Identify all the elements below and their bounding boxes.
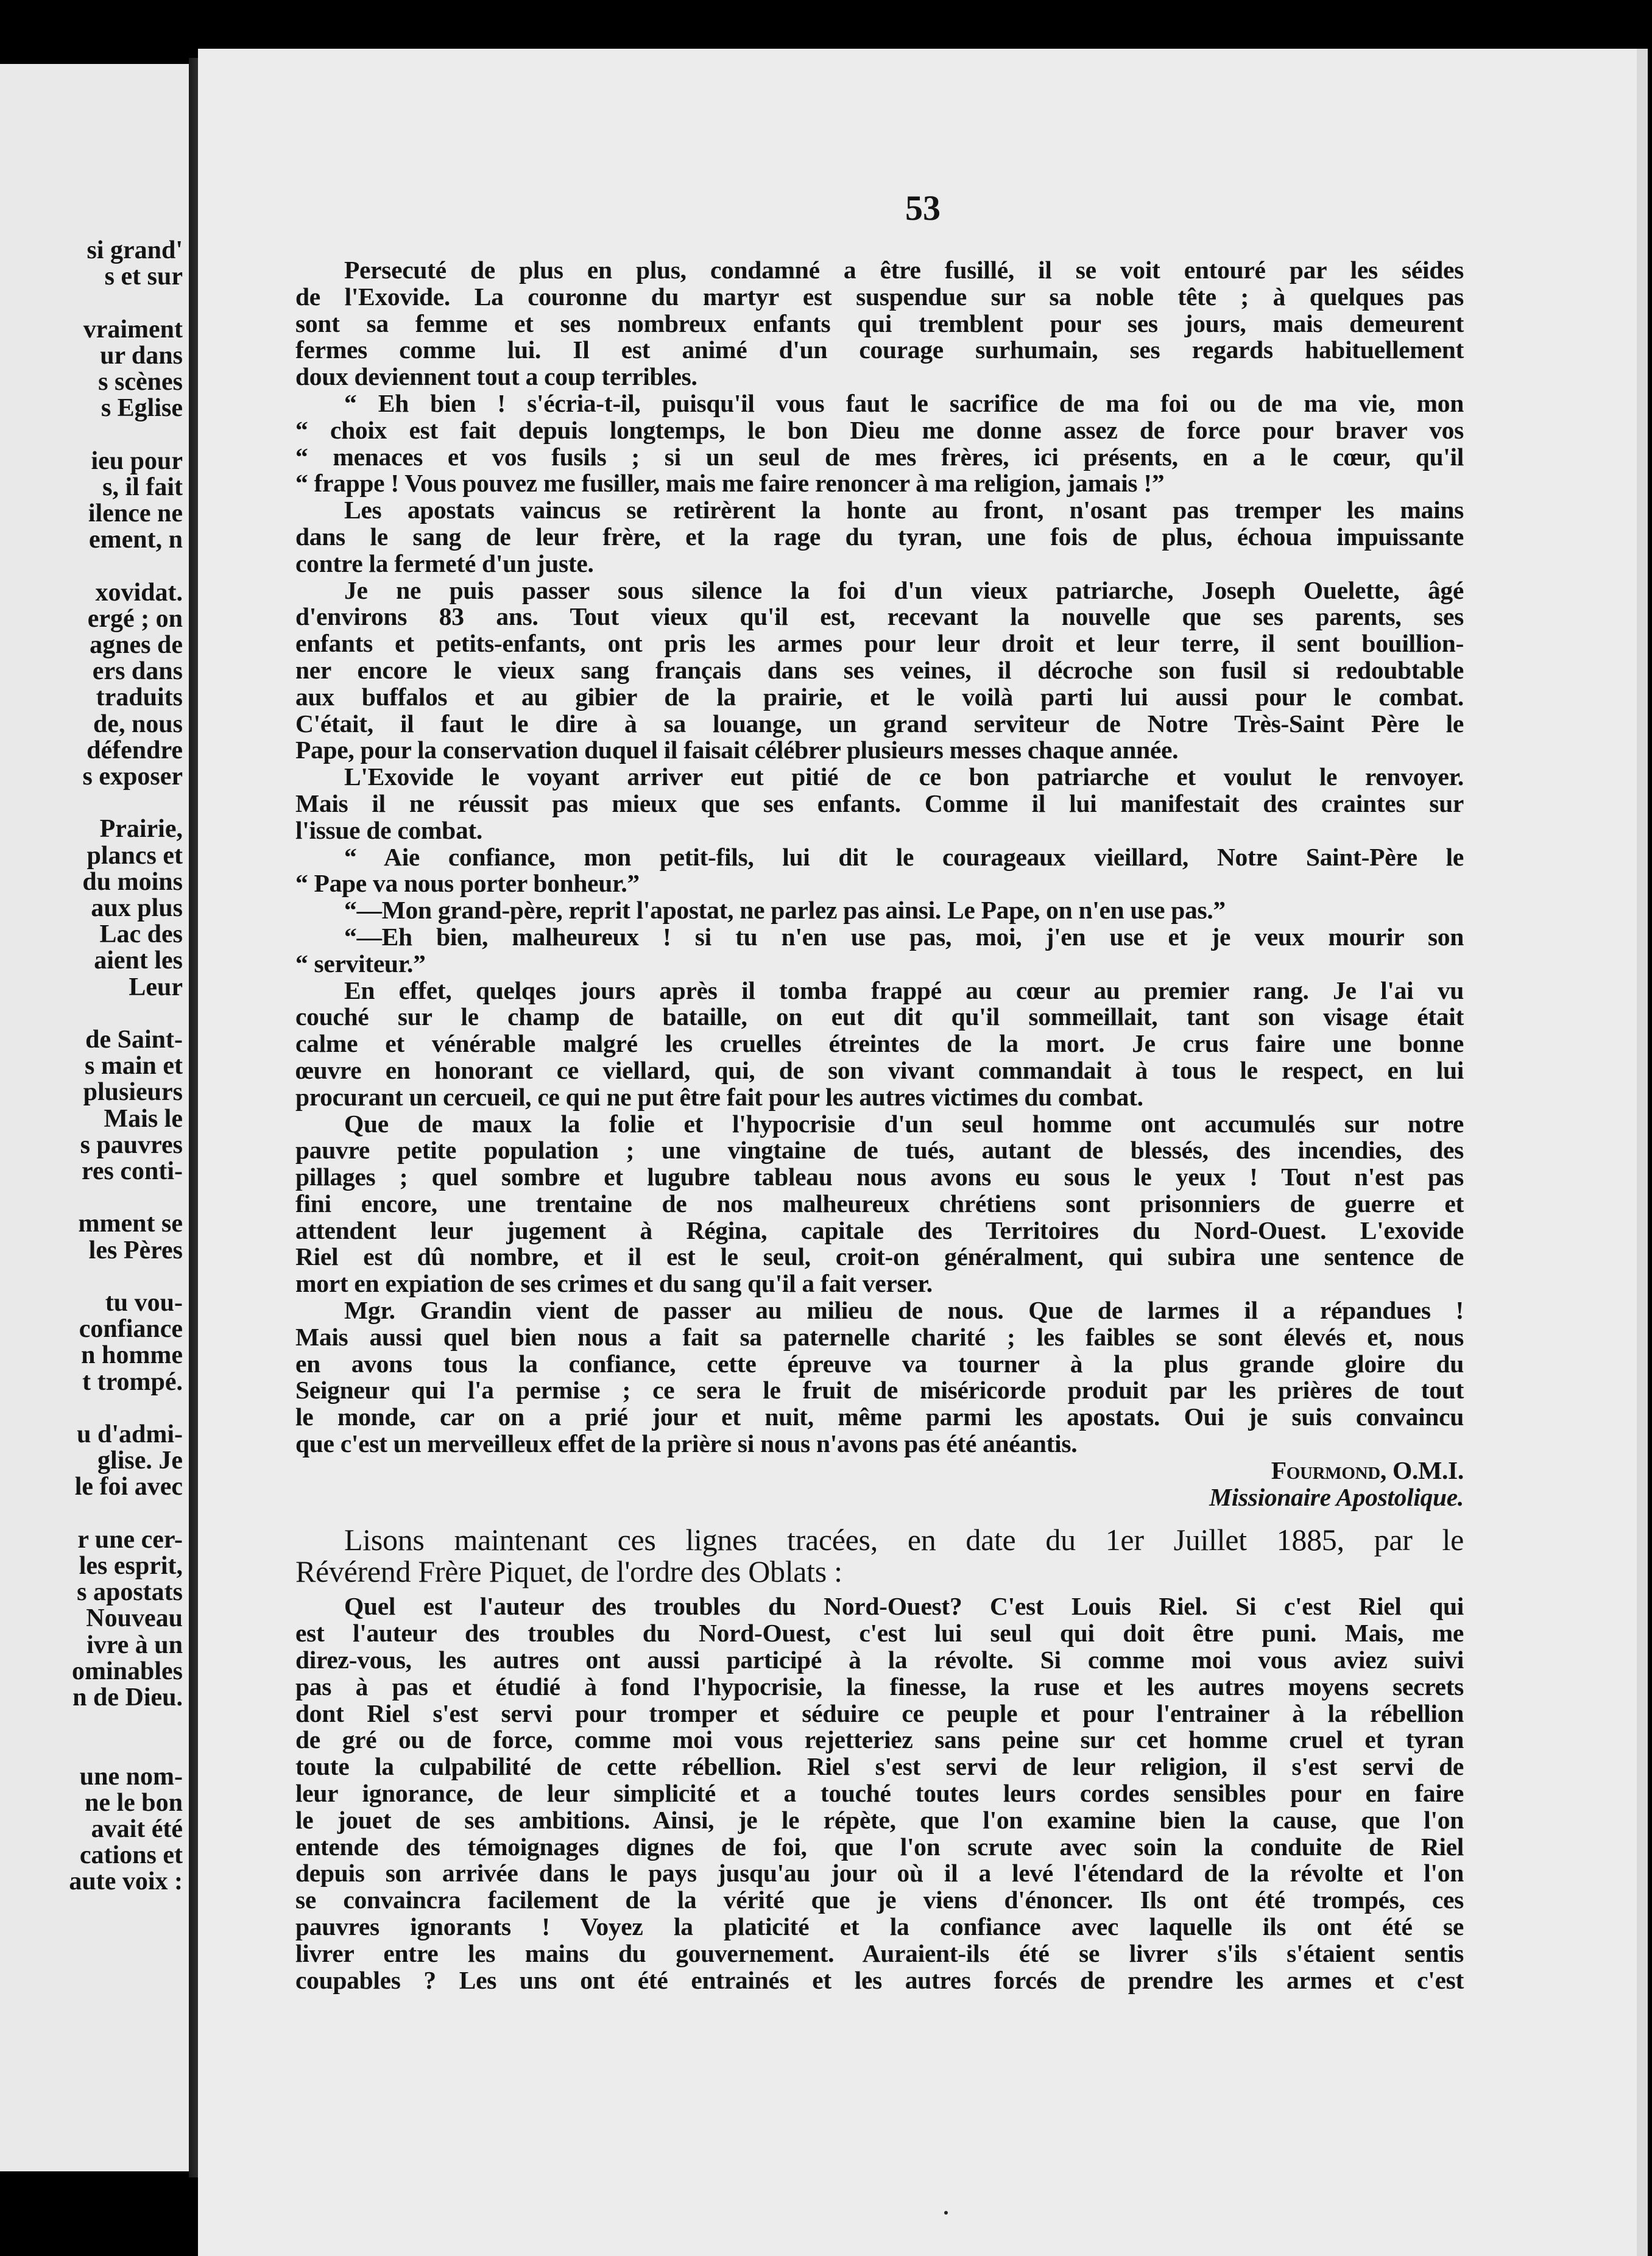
text-line: “ Eh bien ! s'écria-t-il, puisqu'il vous faut le sacrifice de ma foi ou de ma vie, mon: [344, 389, 1464, 417]
left-page-text-fragment: plusieurs: [83, 1078, 183, 1107]
left-page-text-fragment: ieu pour: [91, 446, 183, 475]
left-page-text-fragment: Nouveau: [86, 1604, 183, 1633]
left-page-text-fragment: n homme: [81, 1341, 183, 1370]
text-line: le monde, car on a prié jour et nuit, même parmi les apostats. Oui je suis convaincu: [295, 1403, 1464, 1431]
left-page-text-fragment: s exposer: [82, 763, 183, 791]
left-page-text-fragment: s Eglise: [101, 394, 183, 423]
text-line: toute la culpabilité de cette rébellion. Riel s'est servi de leur religion, il s'est servi de: [295, 1752, 1464, 1781]
text-line: pauvres ignorants ! Voyez la platicité et la confiance avec laquelle ils ont été se: [295, 1912, 1464, 1941]
left-page-text-fragment: aux plus: [91, 894, 183, 922]
page-body: [295, 257, 1464, 1993]
text-line: “ Pape va nous porter bonheur.”: [295, 869, 640, 898]
left-page-text-fragment: ur dans: [100, 341, 183, 370]
left-page-text-fragment: plancs et: [86, 841, 183, 870]
text-line: fermes comme lui. Il est animé d'un courage surhumain, ses regards habituellement: [295, 336, 1464, 364]
text-line: “ Aie confiance, mon petit-fils, lui dit le courageaux vieillard, Notre Saint-Père le: [344, 842, 1464, 871]
text-line: L'Exovide le voyant arriver eut pitié de ce bon patriarche et voulut le renvoyer.: [344, 763, 1464, 791]
left-page-text-fragment: s et sur: [104, 263, 183, 291]
page-number: 53: [905, 188, 941, 228]
text-line: coupables ? Les uns ont été entrainés et les autres forcés de prendre les armes et c'est: [295, 1965, 1464, 1994]
text-line: pas à pas et étudié à fond l'hypocrisie, la finesse, la ruse et les autres moyens secrets: [295, 1672, 1464, 1701]
text-line: Les apostats vaincus se retirèrent la honte au front, n'osant pas tremper les mains: [344, 496, 1464, 524]
left-page-text-fragment: avait été: [91, 1815, 183, 1843]
text-line: pillages ; quel sombre et lugubre tableau nous avons eu sous le yeux ! Tout n'est pas: [295, 1163, 1464, 1191]
text-line: “—Mon grand-père, reprit l'apostat, ne parlez pas ainsi. Le Pape, on n'en use pas.”: [344, 896, 1226, 925]
left-page-text-fragment: s apostats: [77, 1578, 183, 1607]
text-line: “ serviteur.”: [295, 949, 426, 978]
left-page-text-fragment: mment se: [78, 1210, 183, 1238]
left-page-text-fragment: t trompé.: [82, 1367, 183, 1396]
right-page: [198, 49, 1648, 2256]
left-page-text-fragment: Prairie,: [99, 815, 183, 844]
text-line: attendent leur jugement à Régina, capitale des Territoires du Nord-Ouest. L'exovide: [295, 1216, 1464, 1244]
text-line: “—Eh bien, malheureux ! si tu n'en use pas, moi, j'en use et je veux mourir son: [344, 922, 1464, 951]
left-page-text-fragment: ergé ; on: [87, 604, 183, 633]
text-line: En effet, quelqes jours après il tomba frappé au cœur au premier rang. Je l'ai vu: [344, 976, 1464, 1004]
text-line: ner encore le vieux sang français dans ses veines, il décroche son fusil si redoubtable: [295, 655, 1464, 684]
text-line: Mgr. Grandin vient de passer au milieu de nous. Que de larmes il a répandues !: [344, 1296, 1464, 1325]
text-line: Persecuté de plus en plus, condamné a être fusillé, il se voit entouré par les séides: [344, 256, 1464, 284]
left-page-text-fragment: cations et: [79, 1841, 183, 1870]
text-line: direz-vous, les autres ont aussi participé à la révolte. Si comme moi vous aviez suivi: [295, 1646, 1464, 1674]
text-line: couché sur le champ de bataille, on eut dit qu'il sommeillait, tant son visage était: [295, 1003, 1464, 1031]
left-page-text-fragment: s scènes: [98, 368, 183, 396]
signature-title: Missionaire Apostolique.: [1209, 1482, 1464, 1511]
left-page-text-fragment: ement, n: [89, 526, 183, 554]
text-line: mort en expiation de ses crimes et du sang qu'il a fait verser.: [295, 1269, 933, 1298]
text-line: Seigneur qui l'a permise ; ce sera le fruit de miséricorde produit par les prières de tout: [295, 1376, 1464, 1405]
left-page-text-fragment: ne le bon: [84, 1788, 183, 1817]
left-page-text-fragment: si grand': [86, 236, 183, 264]
left-page-text-fragment: ers dans: [92, 657, 183, 686]
text-line: fini encore, une trentaine de nos malheureux chrétiens sont prisonniers de guerre et: [295, 1189, 1464, 1218]
text-line: Quel est l'auteur des troubles du Nord-Ouest? C'est Louis Riel. Si c'est Riel qui: [344, 1592, 1464, 1621]
left-page-text-fragment: n de Dieu.: [72, 1683, 183, 1711]
left-page-text-fragment: traduits: [96, 683, 183, 712]
text-line: Pape, pour la conservation duquel il faisait célébrer plusieurs messes chaque année.: [295, 736, 1179, 764]
text-line: entende des témoignages dignes de foi, que l'on scrute avec soin la conduite de Riel: [295, 1832, 1464, 1861]
text-line: depuis son arrivée dans le pays jusqu'au jour où il a levé l'étendard de la révolte et l'on: [295, 1859, 1464, 1888]
page-mark: [944, 2211, 948, 2215]
left-page-text-fragment: vraiment: [83, 315, 183, 344]
text-line: doux deviennent tout a coup terribles.: [295, 362, 697, 391]
text-line: que c'est un merveilleux effet de la prière si nous n'avons pas été anéantis.: [295, 1429, 1078, 1458]
text-line: Mais aussi quel bien nous a fait sa paternelle charité ; les faibles se sont élevés et, nous: [295, 1322, 1464, 1351]
left-page-text-fragment: ominables: [71, 1657, 183, 1685]
text-line: Mais il ne réussit pas mieux que ses enfants. Comme il lui manifestait des craintes sur: [295, 789, 1464, 817]
left-page-text-fragment: les esprit,: [79, 1552, 183, 1580]
left-page-text-fragment: Lac des: [99, 920, 183, 949]
left-page-text-fragment: s, il fait: [102, 473, 183, 501]
left-page-text-fragment: xovidat.: [95, 578, 183, 607]
left-page-text-fragment: de Saint-: [85, 1026, 183, 1054]
left-page-text-fragment: ilence ne: [88, 499, 183, 527]
intro-line: Révérend Frère Piquet, de l'ordre des Oblats :: [295, 1554, 842, 1589]
left-page-text-fragment: tu vou-: [105, 1289, 183, 1317]
left-page-text-fragment: confiance: [79, 1315, 183, 1344]
text-line: Je ne puis passer sous silence la foi d'un vieux patriarche, Joseph Ouelette, âgé: [344, 576, 1464, 604]
text-line: “ menaces et vos fusils ; si un seul de mes frères, ici présents, en a le cœur, qu'il: [295, 442, 1464, 471]
left-page-text-fragment: défendre: [86, 736, 183, 764]
intro-line: Lisons maintenant ces lignes tracées, en date du 1er Juillet 1885, par le: [344, 1523, 1464, 1557]
left-page-text-fragment: s main et: [85, 1052, 183, 1080]
letter-piquet: [295, 1593, 1464, 1993]
left-page-text-fragment: Leur: [129, 973, 183, 1001]
left-page-text-fragment: agnes de: [90, 631, 183, 659]
text-line: dans le sang de leur frère, et la rage du tyran, une fois de plus, échoua impuissante: [295, 522, 1464, 551]
text-line: dont Riel s'est servi pour tromper et séduire ce peuple et pour l'entrainer à la rébellion: [295, 1699, 1464, 1727]
text-line: procurant un cercueil, ce qui ne put être fait pour les autres victimes du combat.: [295, 1082, 1143, 1111]
text-line: calme et vénérable malgré les cruelles étreintes de la mort. Je crus faire une bonne: [295, 1029, 1464, 1058]
text-line: leur ignorance, de leur simplicité et a touché toutes leurs cordes sensibles pour en faire: [295, 1779, 1464, 1808]
text-line: contre la fermeté d'un juste.: [295, 549, 594, 577]
text-line: d'environs 83 ans. Tout vieux qu'il est, recevant la nouvelle que ses parents, ses: [295, 602, 1464, 631]
text-line: C'était, il faut le dire à sa louange, un grand serviteur de Notre Très-Saint Père le: [295, 709, 1464, 738]
left-page-text-fragment: ivre à un: [86, 1630, 183, 1659]
left-page-text-fragment: s pauvres: [80, 1130, 183, 1159]
text-line: “ choix est fait depuis longtemps, le bon Dieu me donne assez de force pour braver vos: [295, 415, 1464, 444]
text-line: de l'Exovide. La couronne du martyr est suspendue sur sa noble tête ; à quelques pas: [295, 282, 1464, 311]
text-line: aux buffalos et au gibier de la prairie, et le voilà parti lui aussi pour le combat.: [295, 682, 1464, 711]
text-line: sont sa femme et ses nombreux enfants qui tremblent pour ses jours, mais demeurent: [295, 309, 1464, 337]
left-page-fragment: [0, 64, 189, 2171]
text-line: “ frappe ! Vous pouvez me fusiller, mais me faire renoncer à ma religion, jamais !”: [295, 469, 1165, 498]
text-line: le jouet de ses ambitions. Ainsi, je le répète, que l'on examine bien la cause, que l'on: [295, 1805, 1464, 1834]
left-page-text-fragment: aient les: [94, 946, 183, 975]
left-page-text-fragment: une nom-: [79, 1762, 183, 1791]
left-page-text-fragment: de, nous: [93, 710, 183, 738]
text-line: Que de maux la folie et l'hypocrisie d'un seul homme ont accumulés sur notre: [344, 1109, 1464, 1138]
left-page-text-fragment: Mais le: [104, 1104, 183, 1133]
text-line: œuvre en honorant ce viellard, qui, de son vivant commandait à tous le respect, en lui: [295, 1056, 1464, 1084]
text-line: est l'auteur des troubles du Nord-Ouest, c'est lui seul qui doit être puni. Mais, me: [295, 1619, 1464, 1648]
left-page-text-fragment: glise. Je: [97, 1447, 183, 1475]
left-page-text-fragment: u d'admi-: [77, 1420, 183, 1448]
text-line: enfants et petits-enfants, ont pris les armes pour leur droit et leur terre, il sent bouillion-: [295, 629, 1464, 658]
text-line: pauvre petite population ; une vingtaine de tués, autant de blessés, des incendies, des: [295, 1136, 1464, 1165]
text-line: en avons tous la confiance, cette épreuve va tourner à la plus grande gloire du: [295, 1349, 1464, 1378]
text-line: de gré ou de force, comme moi vous rejetteriez sans peine sur cet homme cruel et tyran: [295, 1725, 1464, 1754]
left-page-text-fragment: les Pères: [88, 1236, 183, 1264]
left-page-text-fragment: aute voix :: [69, 1867, 183, 1896]
left-page-text-fragment: du moins: [82, 867, 183, 896]
text-line: se convaincra facilement de la vérité que je viens d'énoncer. Ils ont été trompés, ces: [295, 1886, 1464, 1914]
left-page-text-fragment: r une cer-: [77, 1525, 183, 1554]
left-page-text-fragment: res conti-: [81, 1157, 183, 1185]
letter-fourmond: [295, 257, 1464, 1458]
left-page-text-fragment: le foi avec: [74, 1473, 183, 1501]
text-line: livrer entre les mains du gouvernement. Auraient-ils été se livrer s'ils s'étaient sentis: [295, 1939, 1464, 1967]
signature-name: Fourmond, O.M.I.: [1271, 1456, 1464, 1484]
text-line: l'issue de combat.: [295, 816, 483, 844]
text-line: Riel est dû nombre, et il est le seul, croit-on généralment, qui subira une sentence de: [295, 1243, 1464, 1271]
